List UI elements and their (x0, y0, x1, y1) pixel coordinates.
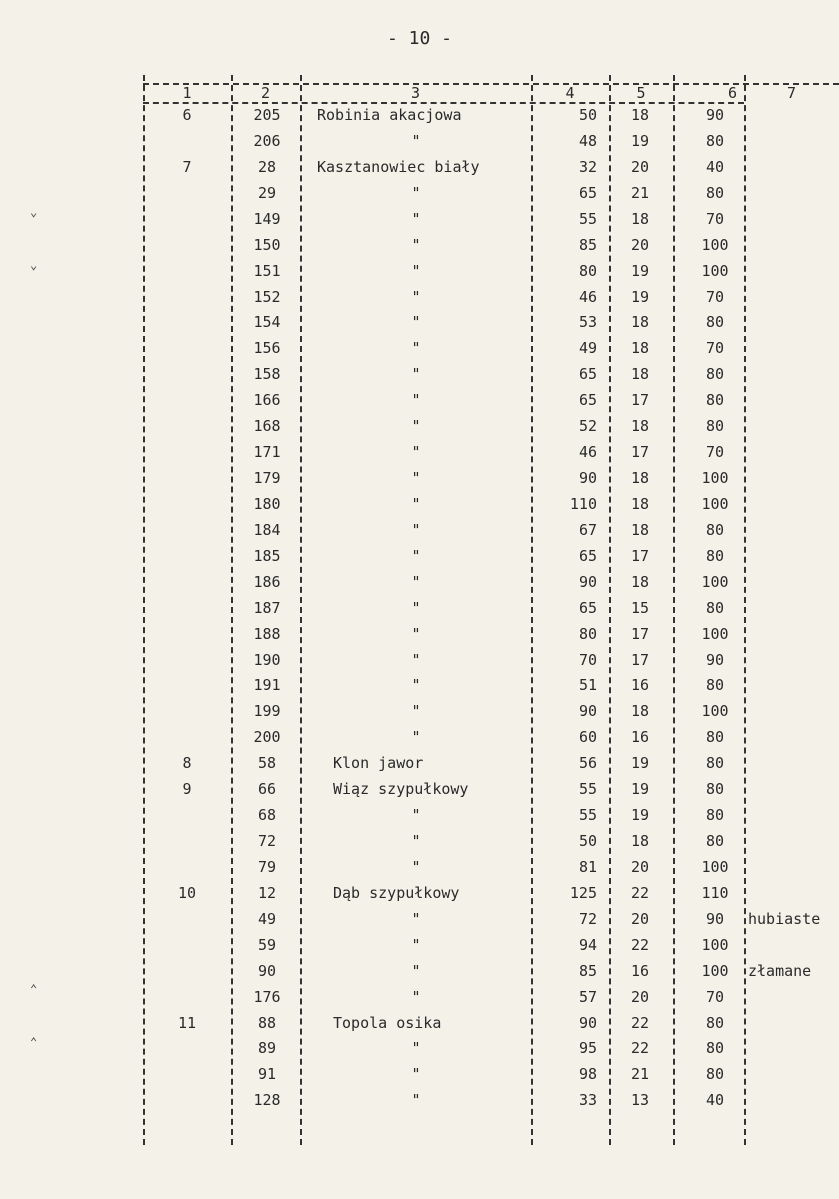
cell-col-4: 52 (578, 417, 597, 436)
column-header-5: 5 (636, 84, 646, 102)
cell-col-5: 18 (630, 702, 650, 721)
margin-mark: ⌃ (30, 1035, 38, 1049)
cell-col-4: 60 (578, 728, 597, 747)
cell-col-6: 100 (701, 261, 729, 280)
cell-col-4: 125 (569, 883, 597, 902)
cell-col-2: 156 (253, 339, 281, 358)
cell-col-6: 70 (705, 339, 725, 358)
table-row (143, 910, 839, 936)
cell-col-6: 100 (701, 961, 729, 980)
cell-col-2: 128 (253, 1091, 281, 1110)
cell-col-6: 80 (705, 131, 725, 150)
cell-col-4: 72 (578, 909, 597, 928)
cell-col-4: 85 (578, 961, 597, 980)
cell-col-4: 46 (578, 443, 597, 462)
cell-col-2: 186 (253, 572, 281, 591)
table-row (143, 184, 839, 210)
cell-col-4: 65 (578, 598, 597, 617)
cell-col-5: 17 (630, 650, 650, 669)
cell-col-2: 79 (257, 857, 277, 876)
cell-col-5: 20 (630, 987, 650, 1006)
cell-col-3: " (411, 806, 421, 825)
cell-col-2: 149 (253, 209, 281, 228)
cell-col-2: 206 (253, 131, 281, 150)
column-header-7: 7 (786, 84, 797, 102)
cell-col-2: 151 (253, 261, 281, 280)
cell-col-5: 16 (630, 676, 650, 695)
cell-col-7: złamane (748, 961, 812, 980)
cell-col-2: 176 (253, 987, 281, 1006)
cell-col-3: " (411, 391, 421, 410)
cell-col-2: 158 (253, 365, 281, 384)
column-header-1: 1 (182, 84, 192, 102)
cell-col-5: 17 (630, 546, 650, 565)
cell-col-2: 205 (253, 106, 281, 124)
cell-col-6: 100 (701, 235, 729, 254)
cell-col-6: 40 (705, 157, 725, 176)
cell-col-3: " (411, 832, 421, 851)
cell-col-2: 191 (253, 676, 281, 695)
cell-col-6: 80 (705, 728, 725, 747)
cell-col-5: 18 (630, 520, 650, 539)
cell-col-6: 80 (705, 365, 725, 384)
cell-col-6: 80 (705, 754, 725, 773)
cell-col-2: 190 (253, 650, 281, 669)
cell-col-5: 18 (630, 209, 650, 228)
page-number: - 10 - (386, 28, 453, 49)
cell-col-3: Topola osika (333, 1013, 442, 1032)
cell-col-2: 28 (257, 157, 277, 176)
cell-col-4: 70 (578, 650, 597, 669)
cell-col-4: 90 (578, 1013, 597, 1032)
cell-col-3: " (411, 520, 421, 539)
margin-mark: ⌄ (30, 258, 38, 272)
cell-col-4: 65 (578, 546, 597, 565)
cell-col-4: 51 (578, 676, 597, 695)
cell-col-2: 152 (253, 287, 281, 306)
table-row (143, 236, 839, 262)
cell-col-6: 80 (705, 1013, 725, 1032)
cell-col-1: 6 (182, 106, 192, 124)
cell-col-5: 19 (630, 754, 650, 773)
cell-col-6: 80 (705, 598, 725, 617)
cell-col-5: 18 (630, 417, 650, 436)
cell-col-3: " (411, 961, 421, 980)
cell-col-4: 98 (578, 1065, 597, 1084)
table-row (143, 132, 839, 158)
cell-col-6: 100 (701, 494, 729, 513)
cell-col-5: 19 (630, 806, 650, 825)
cell-col-5: 16 (630, 961, 650, 980)
table-row (143, 1039, 839, 1065)
cell-col-4: 90 (578, 572, 597, 591)
cell-col-4: 56 (578, 754, 597, 773)
cell-col-6: 70 (705, 443, 725, 462)
cell-col-6: 80 (705, 780, 725, 799)
cell-col-4: 65 (578, 183, 597, 202)
table-row (143, 1065, 839, 1091)
cell-col-1: 9 (182, 780, 192, 799)
table-row (143, 858, 839, 884)
cell-col-5: 19 (630, 287, 650, 306)
cell-col-5: 18 (630, 313, 650, 332)
cell-col-3: " (411, 598, 421, 617)
cell-col-4: 50 (578, 106, 597, 124)
cell-col-3: " (411, 1091, 421, 1110)
cell-col-3: " (411, 676, 421, 695)
table-row (143, 495, 839, 521)
cell-col-3: " (411, 469, 421, 488)
cell-col-3: " (411, 987, 421, 1006)
cell-col-4: 81 (578, 857, 597, 876)
cell-col-6: 80 (705, 832, 725, 851)
cell-col-2: 89 (257, 1039, 277, 1058)
column-header-6: 6 (727, 84, 737, 102)
table-row (143, 469, 839, 495)
cell-col-4: 65 (578, 365, 597, 384)
cell-col-3: " (411, 935, 421, 954)
cell-col-2: 188 (253, 624, 281, 643)
cell-col-5: 22 (630, 935, 650, 954)
cell-col-3: Wiąz szypułkowy (333, 780, 469, 799)
cell-col-3: " (411, 261, 421, 280)
cell-col-5: 15 (630, 598, 650, 617)
cell-col-6: 80 (705, 520, 725, 539)
table-row (143, 702, 839, 728)
table-row (143, 106, 839, 132)
cell-col-3: " (411, 131, 421, 150)
cell-col-2: 91 (257, 1065, 277, 1084)
cell-col-6: 80 (705, 546, 725, 565)
cell-col-6: 90 (705, 650, 725, 669)
cell-col-4: 32 (578, 157, 597, 176)
column-header-3: 3 (410, 84, 421, 102)
cell-col-3: " (411, 209, 421, 228)
cell-col-1: 10 (177, 883, 197, 902)
table-row (143, 936, 839, 962)
cell-col-2: 12 (257, 883, 277, 902)
cell-col-7: hubiaste (748, 909, 821, 928)
table-row (143, 313, 839, 339)
cell-col-5: 21 (630, 1065, 650, 1084)
cell-col-3: " (411, 702, 421, 721)
cell-col-1: 8 (182, 754, 192, 773)
cell-col-5: 16 (630, 728, 650, 747)
table-row (143, 521, 839, 547)
cell-col-2: 187 (253, 598, 281, 617)
cell-col-2: 179 (253, 469, 281, 488)
cell-col-5: 17 (630, 391, 650, 410)
cell-col-4: 85 (578, 235, 597, 254)
cell-col-3: " (411, 287, 421, 306)
cell-col-4: 49 (578, 339, 597, 358)
cell-col-2: 166 (253, 391, 281, 410)
cell-col-1: 7 (182, 157, 192, 176)
cell-col-2: 49 (257, 909, 277, 928)
table-row (143, 832, 839, 858)
cell-col-4: 110 (569, 494, 597, 513)
cell-col-5: 22 (630, 883, 650, 902)
table-row (143, 365, 839, 391)
cell-col-6: 90 (705, 106, 725, 124)
cell-col-2: 66 (257, 780, 277, 799)
cell-col-5: 18 (630, 365, 650, 384)
table-row (143, 339, 839, 365)
table-row (143, 417, 839, 443)
cell-col-6: 70 (705, 209, 725, 228)
cell-col-4: 46 (578, 287, 597, 306)
cell-col-4: 50 (578, 832, 597, 851)
cell-col-6: 100 (701, 702, 729, 721)
column-header-4: 4 (565, 84, 575, 102)
cell-col-5: 18 (630, 572, 650, 591)
cell-col-3: " (411, 1065, 421, 1084)
table-row (143, 988, 839, 1014)
cell-col-3: " (411, 624, 421, 643)
cell-col-2: 150 (253, 235, 281, 254)
cell-col-2: 171 (253, 443, 281, 462)
cell-col-6: 80 (705, 391, 725, 410)
cell-col-3: " (411, 546, 421, 565)
data-table (143, 75, 839, 1145)
cell-col-2: 72 (257, 832, 277, 851)
cell-col-6: 70 (705, 287, 725, 306)
cell-col-3: " (411, 313, 421, 332)
cell-col-4: 94 (578, 935, 597, 954)
cell-col-6: 70 (705, 987, 725, 1006)
cell-col-2: 68 (257, 806, 277, 825)
cell-col-2: 88 (257, 1013, 277, 1032)
cell-col-6: 80 (705, 676, 725, 695)
table-row (143, 210, 839, 236)
table-row (143, 728, 839, 754)
cell-col-4: 90 (578, 469, 597, 488)
cell-col-2: 185 (253, 546, 281, 565)
cell-col-5: 18 (630, 106, 650, 124)
cell-col-4: 48 (578, 131, 597, 150)
cell-col-3: " (411, 417, 421, 436)
cell-col-3: Kasztanowiec biały (317, 157, 480, 176)
cell-col-2: 58 (257, 754, 277, 773)
cell-col-5: 22 (630, 1039, 650, 1058)
cell-col-3: " (411, 857, 421, 876)
cell-col-5: 18 (630, 832, 650, 851)
table-row (143, 962, 839, 988)
cell-col-4: 65 (578, 391, 597, 410)
table-row (143, 806, 839, 832)
cell-col-6: 100 (701, 857, 729, 876)
margin-mark: ⌃ (30, 982, 38, 996)
cell-col-6: 90 (705, 909, 725, 928)
cell-col-4: 80 (578, 624, 597, 643)
cell-col-5: 18 (630, 494, 650, 513)
column-header-2: 2 (260, 84, 271, 102)
table-row (143, 547, 839, 573)
cell-col-6: 110 (701, 883, 729, 902)
cell-col-5: 19 (630, 131, 650, 150)
cell-col-5: 21 (630, 183, 650, 202)
cell-col-4: 57 (578, 987, 597, 1006)
cell-col-5: 20 (630, 235, 650, 254)
cell-col-2: 29 (257, 183, 277, 202)
cell-col-6: 80 (705, 806, 725, 825)
cell-col-5: 13 (630, 1091, 650, 1110)
cell-col-4: 67 (578, 520, 597, 539)
cell-col-3: Klon jawor (333, 754, 424, 773)
cell-col-2: 59 (257, 935, 277, 954)
cell-col-4: 95 (578, 1039, 597, 1058)
cell-col-6: 80 (705, 1065, 725, 1084)
cell-col-6: 40 (705, 1091, 725, 1110)
cell-col-3: " (411, 728, 421, 747)
table-row (143, 780, 839, 806)
cell-col-2: 199 (253, 702, 281, 721)
table-row (143, 676, 839, 702)
cell-col-3: " (411, 909, 421, 928)
cell-col-3: " (411, 235, 421, 254)
cell-col-2: 184 (253, 520, 281, 539)
margin-mark: ⌄ (30, 205, 38, 219)
cell-col-4: 33 (578, 1091, 597, 1110)
table-row (143, 625, 839, 651)
cell-col-4: 55 (578, 209, 597, 228)
cell-col-3: " (411, 443, 421, 462)
cell-col-3: " (411, 183, 421, 202)
table-row (143, 443, 839, 469)
cell-col-3: " (411, 365, 421, 384)
table-row (143, 1091, 839, 1117)
cell-col-2: 180 (253, 494, 281, 513)
table-row (143, 573, 839, 599)
cell-col-4: 90 (578, 702, 597, 721)
cell-col-6: 100 (701, 572, 729, 591)
cell-col-5: 20 (630, 857, 650, 876)
table-row (143, 884, 839, 910)
table-row (143, 288, 839, 314)
table-row (143, 1014, 839, 1040)
cell-col-5: 17 (630, 624, 650, 643)
cell-col-3: " (411, 572, 421, 591)
cell-col-5: 20 (630, 157, 650, 176)
cell-col-6: 80 (705, 1039, 725, 1058)
cell-col-3: " (411, 650, 421, 669)
cell-col-5: 18 (630, 339, 650, 358)
cell-col-2: 90 (257, 961, 277, 980)
cell-col-2: 168 (253, 417, 281, 436)
cell-col-4: 55 (578, 806, 597, 825)
cell-col-5: 18 (630, 469, 650, 488)
table-row (143, 158, 839, 184)
cell-col-6: 100 (701, 624, 729, 643)
cell-col-5: 19 (630, 780, 650, 799)
cell-col-3: " (411, 494, 421, 513)
cell-col-6: 100 (701, 469, 729, 488)
cell-col-6: 80 (705, 313, 725, 332)
cell-col-5: 19 (630, 261, 650, 280)
cell-col-6: 100 (701, 935, 729, 954)
table-row (143, 262, 839, 288)
table-row (143, 754, 839, 780)
cell-col-2: 200 (253, 728, 281, 747)
cell-col-4: 53 (578, 313, 597, 332)
cell-col-5: 22 (630, 1013, 650, 1032)
cell-col-5: 20 (630, 909, 650, 928)
cell-col-4: 80 (578, 261, 597, 280)
cell-col-3: " (411, 339, 421, 358)
cell-col-4: 55 (578, 780, 597, 799)
table-row (143, 599, 839, 625)
cell-col-5: 17 (630, 443, 650, 462)
cell-col-1: 11 (177, 1013, 197, 1032)
cell-col-6: 80 (705, 417, 725, 436)
cell-col-6: 80 (705, 183, 725, 202)
table-row (143, 391, 839, 417)
table-row (143, 651, 839, 677)
cell-col-3: Robinia akacjowa (317, 106, 462, 124)
cell-col-3: Dąb szypułkowy (333, 883, 460, 902)
cell-col-3: " (411, 1039, 421, 1058)
cell-col-2: 154 (253, 313, 281, 332)
